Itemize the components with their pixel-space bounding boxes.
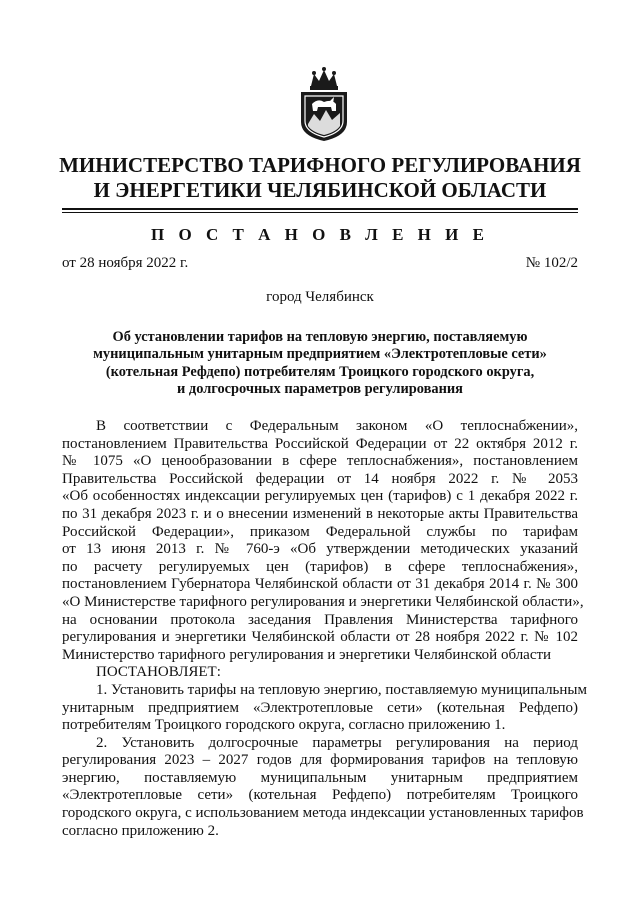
body-line: Правительства Российской федерации от 14 ноября 2022 г. № 2053	[62, 470, 578, 487]
body-line: по 31 декабря 2023 г. и о внесении изменений в некоторые акты Правительства	[62, 505, 578, 522]
body-line: № 1075 «О ценообразовании в сфере теплоснабжения», постановлением	[62, 453, 578, 470]
ministry-title-line-2: И ЭНЕРГЕТИКИ ЧЕЛЯБИНСКОЙ ОБЛАСТИ	[93, 178, 547, 202]
body-line: от 13 июня 2013 г. № 760-э «Об утверждении методических указаний	[62, 541, 578, 558]
header-divider-thick	[62, 208, 578, 210]
document-type: П О С Т А Н О В Л Е Н И Е	[151, 225, 489, 244]
body-line: потребителям Троицкого городского округа, согласно приложению 1.	[62, 717, 506, 734]
body-line: 2. Установить долгосрочные параметры регулирования на период	[96, 734, 578, 751]
document-subject	[62, 329, 578, 399]
body-line: постановлением Правительства Российской Федерации от 22 октября 2012 г.	[62, 435, 578, 452]
body-line: «Электротепловые сети» (котельная Рефдепо) потребителям Троицкого	[62, 787, 578, 804]
ministry-title-line-1: МИНИСТЕРСТВО ТАРИФНОГО РЕГУЛИРОВАНИЯ	[59, 153, 581, 177]
document-body	[62, 418, 587, 840]
subject-line: и долгосрочных параметров регулирования	[177, 381, 463, 398]
body-line-decision: ПОСТАНОВЛЯЕТ:	[96, 664, 221, 681]
document-city: город Челябинск	[266, 289, 374, 305]
chelyabinsk-coat-of-arms-icon	[296, 66, 352, 142]
ministry-title	[0, 153, 640, 203]
body-line: городского округа, с использованием метода индексации установленных тарифов	[62, 805, 584, 822]
body-line: Министерство тарифного регулирования и энергетики Челябинской области	[62, 646, 552, 663]
subject-line: Об установлении тарифов на тепловую энергию, поставляемую	[112, 329, 528, 345]
body-line: 1. Установить тарифы на тепловую энергию, поставляемую муниципальным	[96, 681, 587, 698]
body-line: унитарным предприятием «Электротепловые сети» (котельная Рефдепо)	[62, 699, 578, 716]
body-line: на основании протокола заседания Правления Министерства тарифного	[62, 611, 578, 628]
body-line: «О Министерстве тарифного регулирования и энергетики Челябинской области»,	[62, 593, 584, 610]
body-line: «Об особенностях индексации регулируемых цен (тарифов) с 1 декабря 2022 г.	[62, 488, 578, 505]
body-line: энергию, поставляемую муниципальным унитарным предприятием	[62, 769, 578, 786]
header-divider-thin	[62, 212, 578, 213]
body-line: согласно приложению 2.	[62, 822, 219, 839]
body-line: регулирования 2023 – 2027 годов для формирования тарифов на тепловую	[62, 752, 578, 769]
subject-line: (котельная Рефдепо) потребителям Троицкого городского округа,	[105, 363, 535, 380]
document-date: от 28 ноября 2022 г.	[62, 255, 189, 271]
body-line: В соответствии с Федеральным законом «О теплоснабжении»,	[96, 418, 578, 434]
body-line: Российской Федерации», приказом Федеральной службы по тарифам	[62, 523, 578, 540]
body-line: постановлением Губернатора Челябинской области от 31 декабря 2014 г. № 300	[62, 576, 578, 593]
body-line: регулирования и энергетики Челябинской области от 28 ноября 2022 г. № 102	[62, 629, 578, 646]
document-number: № 102/2	[525, 255, 578, 271]
body-line: по расчету регулируемых цен (тарифов) в сфере теплоснабжения»,	[62, 558, 578, 575]
subject-line: муниципальным унитарным предприятием «Электротепловые сети»	[93, 346, 547, 363]
